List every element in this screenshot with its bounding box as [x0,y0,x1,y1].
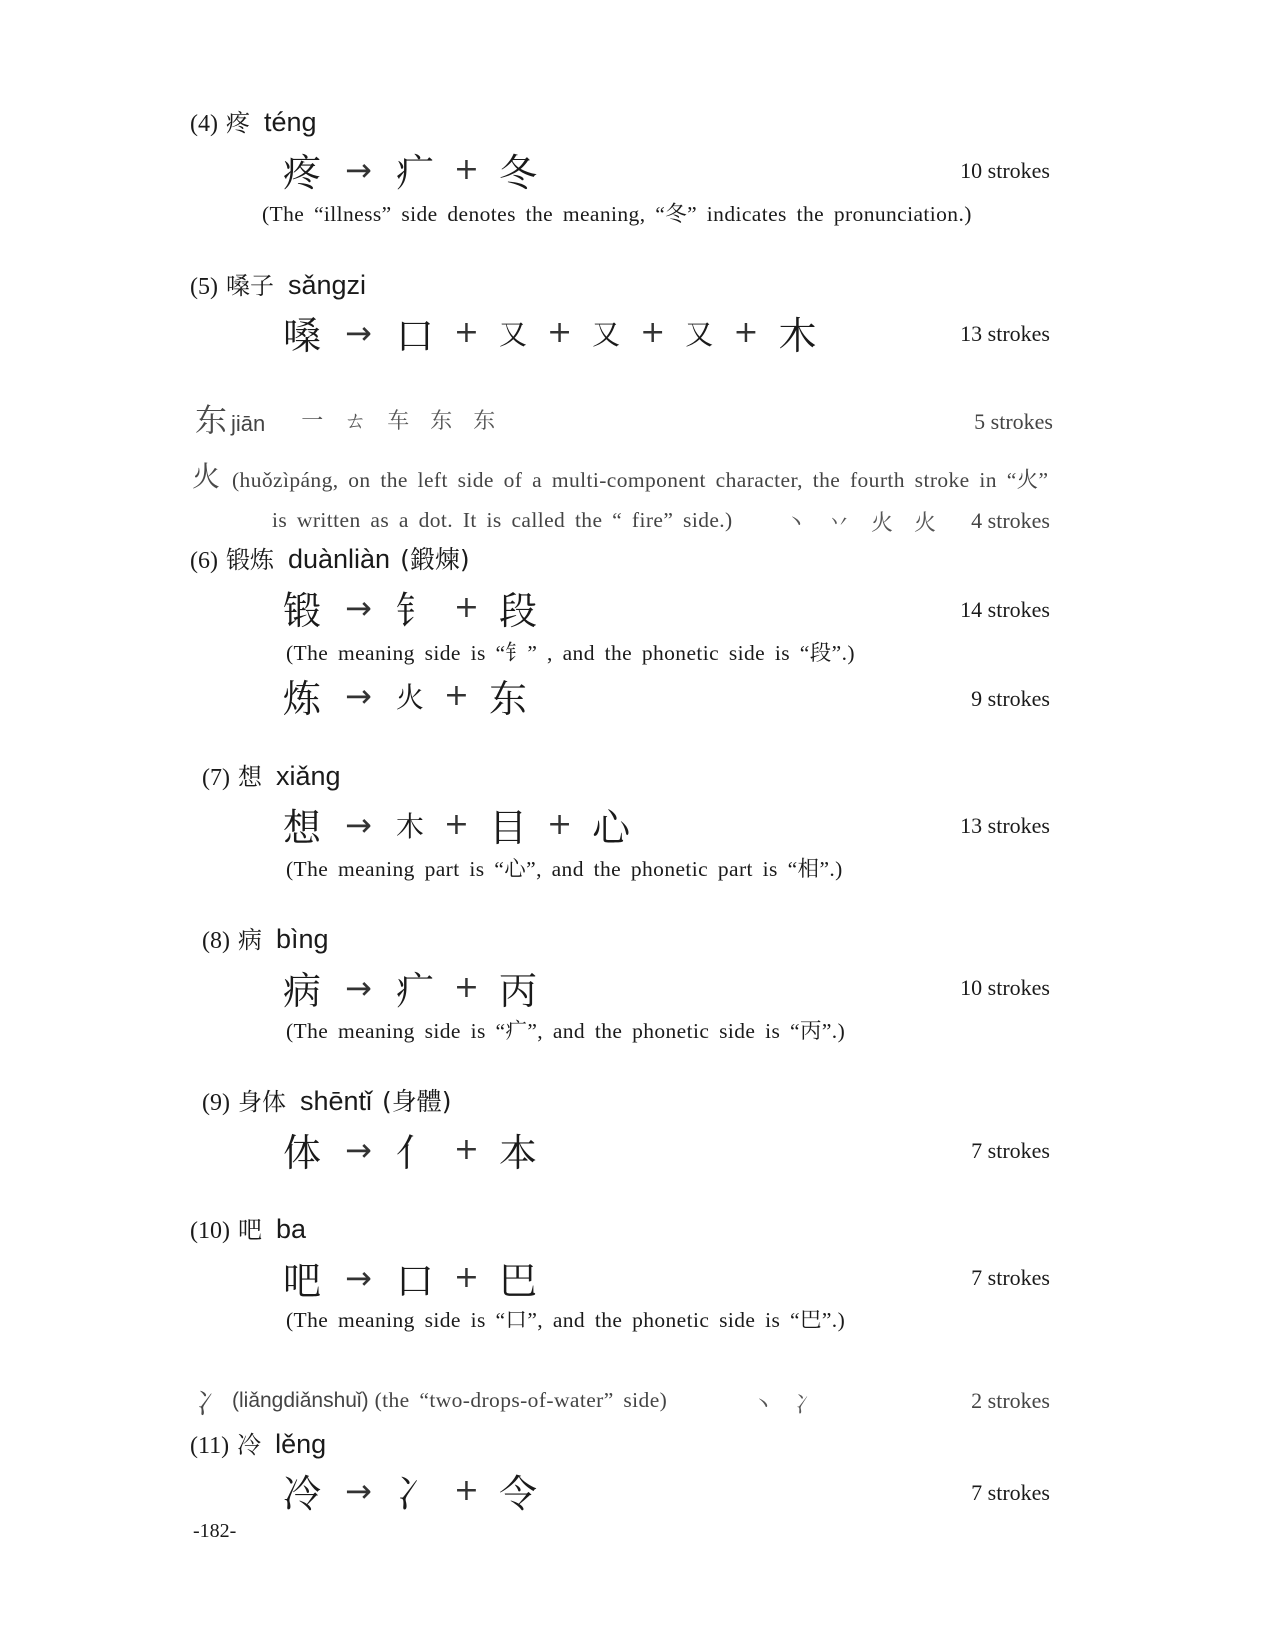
stroke-order: 丶 丷 火 火 [785,511,936,536]
water-radical-icon: 冫 [196,1387,225,1420]
explanation-note: (The meaning side is “疒”, and the phonetic side is “丙”.) [286,1019,846,1043]
plus-sign: + [547,315,573,350]
section-10-heading [190,1210,306,1245]
character: 炼 [283,677,322,721]
component: 疒 [395,969,434,1013]
fire-radical-note-line1: (huǒzìpáng, on the left side of a multi-component character, the fourth stroke in “火” [232,468,1049,492]
explanation-note: (The meaning side is “钅” , and the phonetic side is “段”.) [286,641,855,665]
explanation-note: (The “illness” side denotes the meaning, “冬” indicates the pronunciation.) [262,202,972,226]
component: 口 [395,314,434,358]
water-radical-description [232,1388,667,1413]
section-5-decomposition [283,305,816,360]
pinyin: (liǎngdiǎnshuǐ) [232,1389,369,1412]
plus-sign: + [453,590,479,625]
description: (the “two-drops-of-water” side) [374,1388,668,1412]
section-number: (4) [190,111,218,137]
component: 冫 [395,1472,434,1516]
pinyin: shēntǐ [299,1086,373,1116]
arrow-icon: → [345,1258,372,1297]
hanzi: 病 [237,926,262,954]
character: 疼 [283,151,322,195]
fire-radical-note-line2: is written as a dot. It is called the “ fire” side.) [272,508,733,532]
component: 又 [498,317,527,351]
stroke-count: 14 strokes [960,597,1050,622]
section-6-decomposition-1 [283,580,537,635]
stroke-count: 5 strokes [974,409,1053,434]
character: 冷 [283,1472,322,1516]
arrow-icon: → [345,676,372,715]
plus-sign: + [453,152,479,187]
section-11-decomposition [283,1463,537,1518]
component: 巴 [498,1259,537,1303]
section-number: (5) [190,274,218,300]
section-number: (9) [202,1090,230,1116]
component: 木 [778,314,817,358]
plus-sign: + [453,1473,479,1508]
pinyin: duànliàn [287,544,391,574]
plus-sign: + [453,970,479,1005]
pinyin: lěng [275,1429,327,1459]
fire-radical-icon: 火 [192,460,221,493]
component: 本 [498,1131,537,1175]
component: 令 [498,1472,537,1516]
hanzi: 疼 [225,109,250,137]
plus-sign: + [453,1132,479,1167]
stroke-order: 丶 冫 [752,1393,817,1418]
explanation-note: (The meaning side is “口”, and the phonetic side is “巴”.) [286,1308,846,1332]
arrow-icon: → [345,150,372,189]
section-number: (10) [190,1218,230,1244]
section-9-decomposition [283,1122,537,1177]
hanzi: 吧 [237,1216,262,1244]
character: 想 [283,806,322,850]
stroke-count: 10 strokes [960,975,1050,1000]
character: 锻 [283,589,322,633]
component: 口 [395,1259,434,1303]
component: 又 [592,317,621,351]
arrow-icon: → [345,1471,372,1510]
section-6-heading [190,540,470,576]
arrow-icon: → [345,805,372,844]
traditional-form: (鍛煉) [400,545,470,574]
section-4-decomposition [283,142,537,197]
section-number: (7) [202,765,230,791]
section-11-heading [190,1425,326,1460]
pinyin: téng [263,107,317,137]
section-8-decomposition [283,960,537,1015]
stroke-count: 13 strokes [960,321,1050,346]
component: 心 [592,806,631,850]
page-number: -182- [193,1520,237,1542]
hanzi: 嗓子 [225,272,274,300]
section-4-heading [190,103,317,138]
stroke-order: 一 ㄊ 车 东 东 [301,409,496,434]
stroke-count: 13 strokes [960,813,1050,838]
pinyin: ba [275,1214,307,1244]
hanzi: 想 [237,763,262,791]
stroke-count: 4 strokes [971,508,1050,533]
hanzi: 锻炼 [225,546,274,574]
hanzi: 身体 [237,1088,286,1116]
component: 段 [498,589,537,633]
pinyin: xiǎng [275,761,341,791]
pinyin: jiān [231,411,266,436]
dong-character-entry [195,395,495,441]
plus-sign: + [640,315,666,350]
traditional-form: (身體) [382,1087,452,1116]
character: 吧 [283,1259,322,1303]
stroke-count: 2 strokes [971,1388,1050,1413]
component: 木 [395,809,424,843]
section-6-decomposition-2 [283,668,527,723]
arrow-icon: → [345,588,372,627]
stroke-count: 7 strokes [971,1265,1050,1290]
pinyin: bìng [275,924,329,954]
plus-sign: + [547,807,573,842]
character: 嗓 [283,314,322,358]
section-number: (11) [190,1433,230,1459]
section-5-heading [190,266,366,301]
character: 病 [283,969,322,1013]
stroke-count: 7 strokes [971,1138,1050,1163]
stroke-count: 7 strokes [971,1480,1050,1505]
stroke-count: 10 strokes [960,158,1050,183]
section-7-decomposition [283,797,630,852]
section-8-heading [202,920,329,955]
section-7-heading [202,757,341,792]
component: 钅 [395,589,434,633]
component: 目 [488,806,527,850]
hanzi: 冷 [237,1431,262,1459]
plus-sign: + [453,315,479,350]
arrow-icon: → [345,313,372,352]
component: 又 [685,317,714,351]
component: 亻 [395,1131,434,1175]
stroke-count: 9 strokes [971,686,1050,711]
section-number: (8) [202,928,230,954]
plus-sign: + [443,807,469,842]
arrow-icon: → [345,968,372,1007]
section-9-heading [202,1082,452,1118]
plus-sign: + [733,315,759,350]
component: 冬 [498,151,537,195]
section-number: (6) [190,548,218,574]
section-10-decomposition [283,1250,537,1305]
character: 体 [283,1131,322,1175]
component: 东 [488,677,527,721]
component: 疒 [395,151,434,195]
component: 火 [395,680,424,714]
plus-sign: + [453,1260,479,1295]
component: 丙 [498,969,537,1013]
plus-sign: + [443,678,469,713]
arrow-icon: → [345,1130,372,1169]
explanation-note: (The meaning part is “心”, and the phonetic part is “相”.) [286,857,843,881]
new-character: 东 [195,401,228,439]
pinyin: sǎngzi [287,270,367,300]
